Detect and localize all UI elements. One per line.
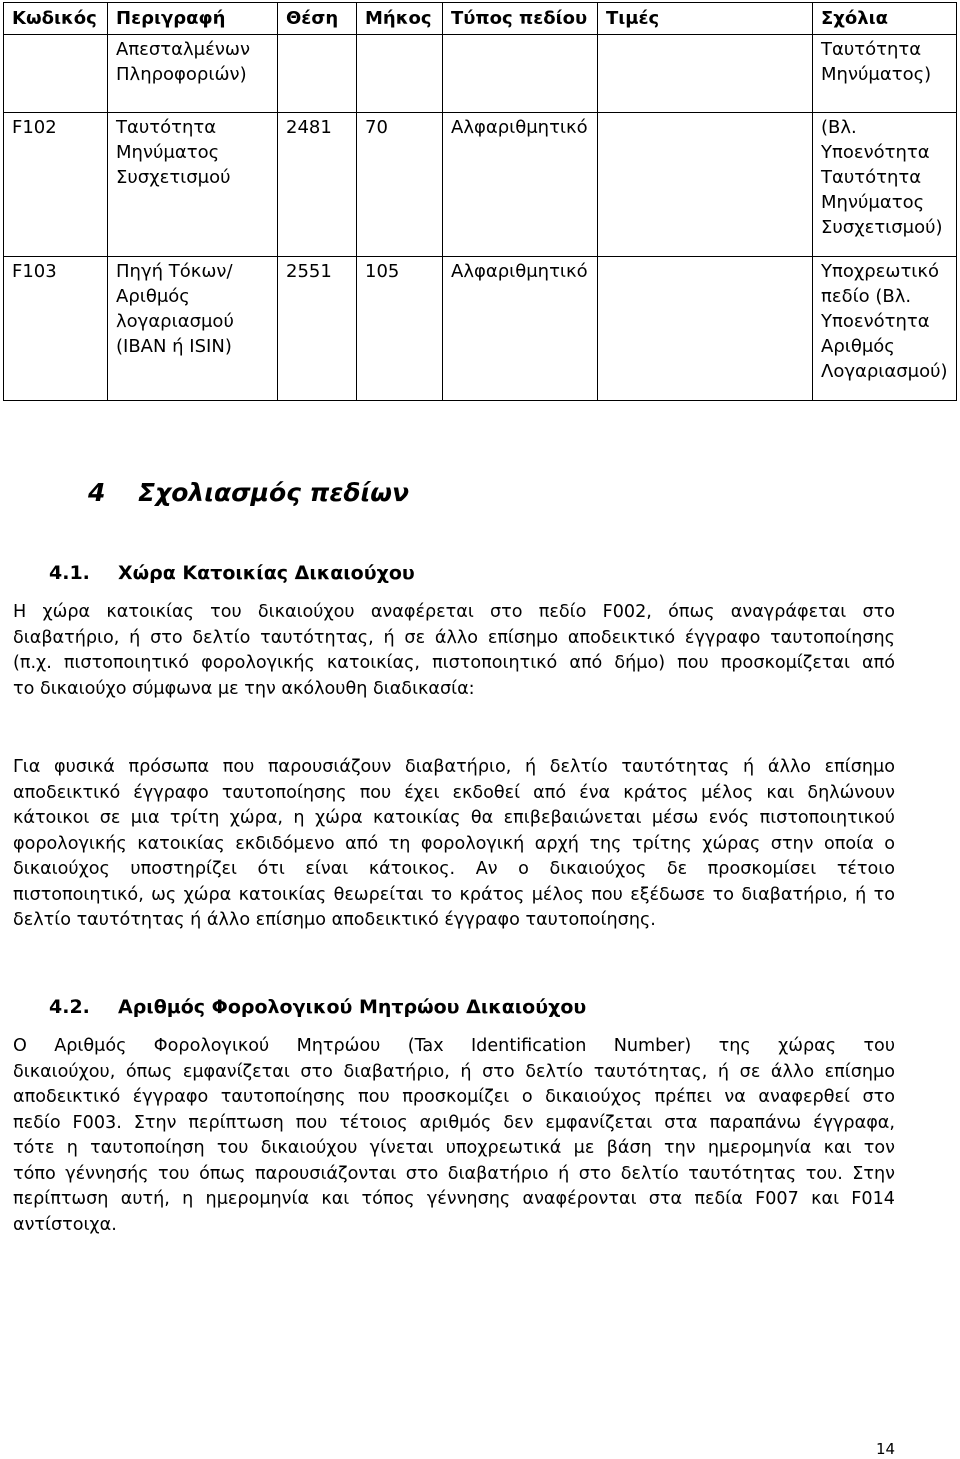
cell-comments: (Βλ. Υποενότητα Ταυτότητα Μηνύματος Συσχετισμού) [813,113,957,257]
paragraph-line: αντίστοιχα. [13,1214,117,1235]
header-values: Τιμές [598,3,813,35]
paragraph-line: περίπτωση αυτή, η ημερομηνία και τόπος γέννησης αναφέρονται στα πεδία F007 και F014 [13,1189,895,1209]
section-4-title: Σχολιασμός πεδίων [138,478,410,507]
section-4-heading [88,478,409,507]
cell-position [278,35,357,113]
paragraph-line: διαβατήριο, ή στο δελτίο ταυτότητας, ή σε άλλο επίσημο αποδεικτικό έγγραφο ταυτοποίησης [13,627,895,648]
paragraph-line: κάτοικοι σε μια τρίτη χώρα, η χώρα κατοικίας θα επιβεβαιώνεται μέσω ενός πιστοποιητικού [13,808,895,828]
cell-description: Ταυτότητα Μηνύματος Συσχετισμού [108,113,278,257]
cell-length: 70 [357,113,443,257]
section-4-2-title: Αριθμός Φορολογικού Μητρώου Δικαιούχου [118,996,587,1018]
paragraph-line: Ο Αριθμός Φορολογικού Μητρώου (Tax Identification Number) της χώρας του [13,1036,895,1056]
cell-code: F103 [4,257,108,401]
cell-description: Απεσταλμένων Πληροφοριών) [108,35,278,113]
section-4-2-heading [49,996,586,1018]
paragraph-line: αποδεικτικό έγγραφο ταυτοποίησης που έχει εκδοθεί από ένα κράτος μέλος και δηλώνουν [13,782,895,803]
cell-values [598,113,813,257]
header-position: Θέση [278,3,357,35]
cell-description: Πηγή Τόκων/ Αριθμός λογαριασμού (IBAN ή ISIN) [108,257,278,401]
cell-values [598,257,813,401]
section-4-2-paragraph-1 [13,1034,895,1238]
paragraph-line: τότε η ταυτοποίηση του δικαιούχου γίνεται υποχρεωτικά με βάση την ημερομηνία και τον [13,1138,895,1158]
cell-type: Αλφαριθμητικό [443,113,598,257]
section-4-1-paragraph-2 [13,755,895,934]
cell-position: 2481 [278,113,357,257]
section-4-number: 4 [88,478,106,507]
cell-length: 105 [357,257,443,401]
cell-type: Αλφαριθμητικό [443,257,598,401]
section-4-1-title: Χώρα Κατοικίας Δικαιούχου [118,562,415,584]
paragraph-line: δικαιούχου, όπως εμφανίζεται στο διαβατήριο, ή στο δελτίο ταυτότητας, ή σε άλλο επίσημο [13,1061,895,1082]
header-description: Περιγραφή [108,3,278,35]
paragraph-line: δικαιούχος υποστηρίζει ότι είναι κάτοικος. Αν ο δικαιούχος δε προσκομίσει τέτοιο [13,859,895,879]
header-comments: Σχόλια [813,3,957,35]
paragraph-line: (π.χ. πιστοποιητικό φορολογικής κατοικίας, πιστοποιητικό από δήμο) που προσκομίζεται από [13,653,895,673]
page-number: 14 [876,1440,896,1458]
table-row [4,257,957,401]
cell-code [4,35,108,113]
cell-comments: Υποχρεωτικό πεδίο (Βλ. Υποενότητα Αριθμός Λογαριασμού) [813,257,957,401]
cell-type [443,35,598,113]
paragraph-line: Για φυσικά πρόσωπα που παρουσιάζουν διαβατήριο, ή δελτίο ταυτότητας ή άλλο επίσημο [13,757,895,777]
paragraph-line: πεδίο F003. Στην περίπτωση που τέτοιος αριθμός δεν εμφανίζεται στα παραπάνω έγγραφα, [13,1112,895,1133]
paragraph-line: τόπο γέννησής του όπως παρουσιάζονται στο διαβατήριο ή στο δελτίο ταυτότητας του. Στην [13,1163,895,1184]
paragraph-line: δελτίο ταυτότητας ή άλλο επίσημο αποδεικτικό έγγραφο ταυτοποίησης. [13,910,656,930]
paragraph-line: φορολογικής κατοικίας εκδιδόμενο από τη φορολογική αρχή της τρίτης χώρας στην οποία ο [13,833,895,854]
field-spec-table [3,2,957,401]
cell-comments: Ταυτότητα Μηνύματος) [813,35,957,113]
table-header-row [4,3,957,35]
paragraph-line: πιστοποιητικό, ως χώρα κατοικίας θεωρείται το κράτος μέλος που εξέδωσε το διαβατήριο, ή το [13,884,895,905]
cell-code: F102 [4,113,108,257]
cell-position: 2551 [278,257,357,401]
header-field-type: Τύπος πεδίου [443,3,598,35]
cell-values [598,35,813,113]
paragraph-line: Η χώρα κατοικίας του δικαιούχου αναφέρεται στο πεδίο F002, όπως αναγράφεται στο [13,602,895,622]
header-code: Κωδικός [4,3,108,35]
section-4-1-heading [49,562,415,584]
section-4-2-number: 4.2. [49,996,90,1018]
table-row [4,35,957,113]
section-4-1-paragraph-1 [13,600,895,702]
table-row [4,113,957,257]
cell-length [357,35,443,113]
paragraph-line: το δικαιούχο σύμφωνα με την ακόλουθη διαδικασία: [13,678,475,699]
header-length: Μήκος [357,3,443,35]
section-4-1-number: 4.1. [49,562,90,584]
paragraph-line: αποδεικτικό έγγραφο ταυτοποίησης που προσκομίζει ο δικαιούχος πρέπει να αναφερθεί στο [13,1087,895,1107]
